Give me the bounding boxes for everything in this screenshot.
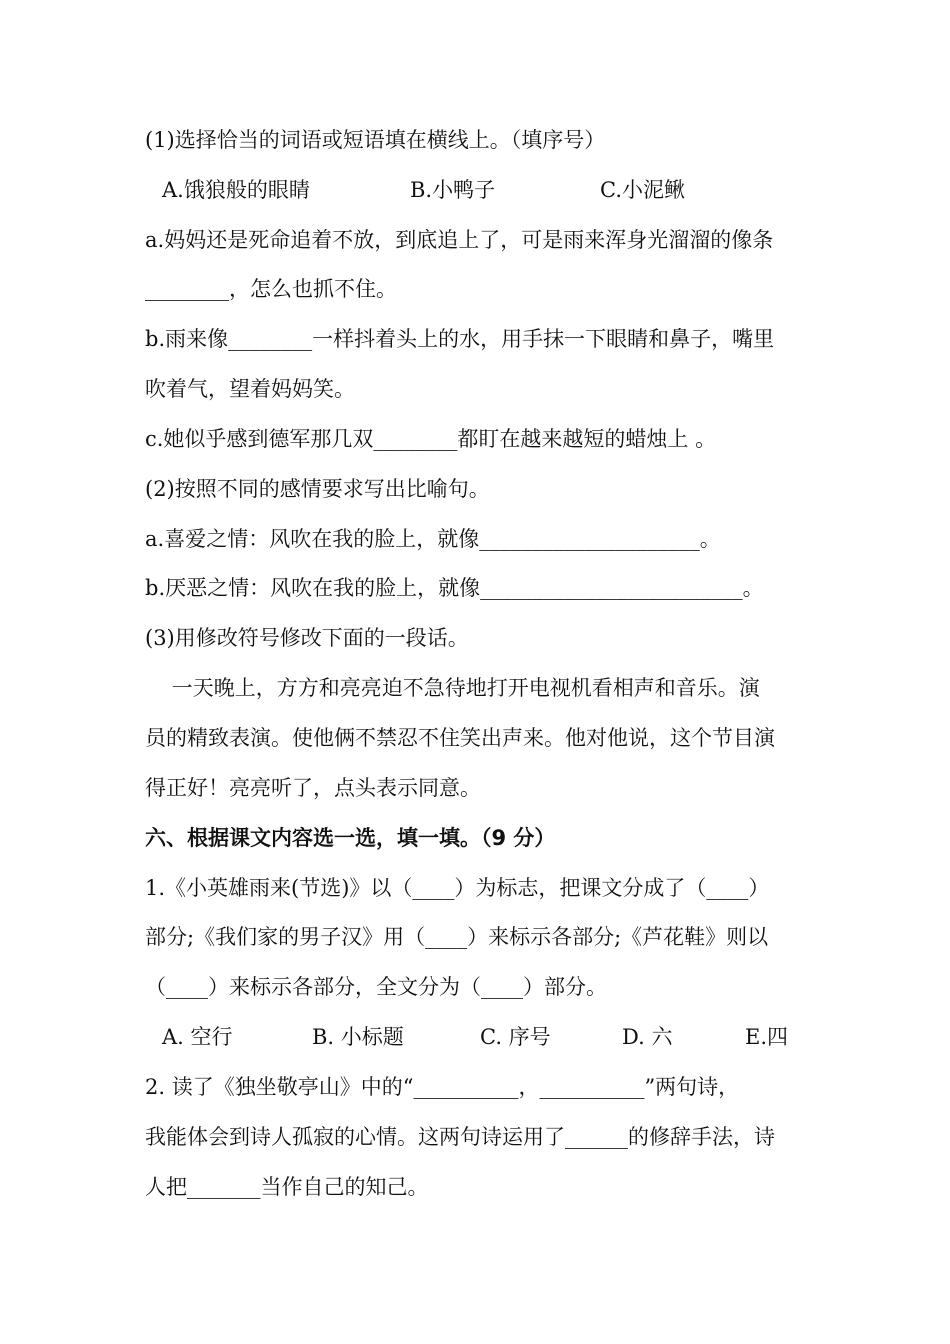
s6q1-line-1: 1.《小英雄雨来(节选)》以（____）为标志，把课文分成了（____） (145, 876, 770, 900)
s6-option-e: E.四 (745, 1025, 789, 1049)
s6-option-c: C. 序号 (480, 1025, 551, 1049)
q1-option-a: A.饿狼般的眼睛 (162, 178, 310, 202)
q1a-line-2: ________，怎么也抓不住。 (145, 277, 397, 301)
q1b-line-1: b.雨来像________一样抖着头上的水，用手抹一下眼睛和鼻子，嘴里 (145, 327, 775, 351)
s6q2-line-2: 我能体会到诗人孤寂的心情。这两句诗运用了______的修辞手法，诗 (145, 1125, 775, 1149)
s6q2-line-1: 2. 读了《独坐敬亭山》中的“__________，__________”两句诗， (145, 1075, 740, 1099)
q2b-line: b.厌恶之情：风吹在我的脸上，就像_________________________。 (145, 576, 764, 600)
section6-heading: 六、根据课文内容选一选，填一填。（9 分） (145, 826, 556, 850)
s6q2-line-3: 人把_______当作自己的知己。 (145, 1175, 429, 1199)
s6q1-line-3: （____）来标示各部分，全文分为（____）部分。 (145, 975, 607, 999)
q3-instruction: (3)用修改符号修改下面的一段话。 (145, 626, 469, 650)
q1-option-b: B.小鸭子 (410, 178, 496, 202)
s6-option-d: D. 六 (622, 1025, 673, 1049)
q2a-line: a.喜爱之情：风吹在我的脸上，就像_____________________。 (145, 527, 721, 551)
q1c-line-1: c.她似乎感到德军那几双________都盯在越来越短的蜡烛上 。 (145, 427, 717, 451)
q1a-line-1: a.妈妈还是死命追着不放，到底追上了，可是雨来浑身光溜溜的像条 (145, 228, 774, 252)
q1-instruction: (1)选择恰当的词语或短语填在横线上。（填序号） (145, 128, 606, 152)
q3-paragraph-line-1: 一天晚上，方方和亮亮迫不急待地打开电视机看相声和音乐。演 (145, 676, 760, 700)
q3-paragraph-line-2: 员的精致表演。使他俩不禁忍不住笑出声来。他对他说，这个节目演 (145, 726, 775, 750)
s6-option-a: A. 空行 (162, 1025, 233, 1049)
q1-option-c: C.小泥鳅 (600, 178, 685, 202)
q1b-line-2: 吹着气，望着妈妈笑。 (145, 377, 355, 401)
q3-paragraph-line-3: 得正好！亮亮听了，点头表示同意。 (145, 776, 481, 800)
s6-option-b: B. 小标题 (312, 1025, 404, 1049)
q2-instruction: (2)按照不同的感情要求写出比喻句。 (145, 477, 490, 501)
s6q1-line-2: 部分;《我们家的男子汉》用（____）来标示各部分;《芦花鞋》则以 (145, 925, 769, 949)
